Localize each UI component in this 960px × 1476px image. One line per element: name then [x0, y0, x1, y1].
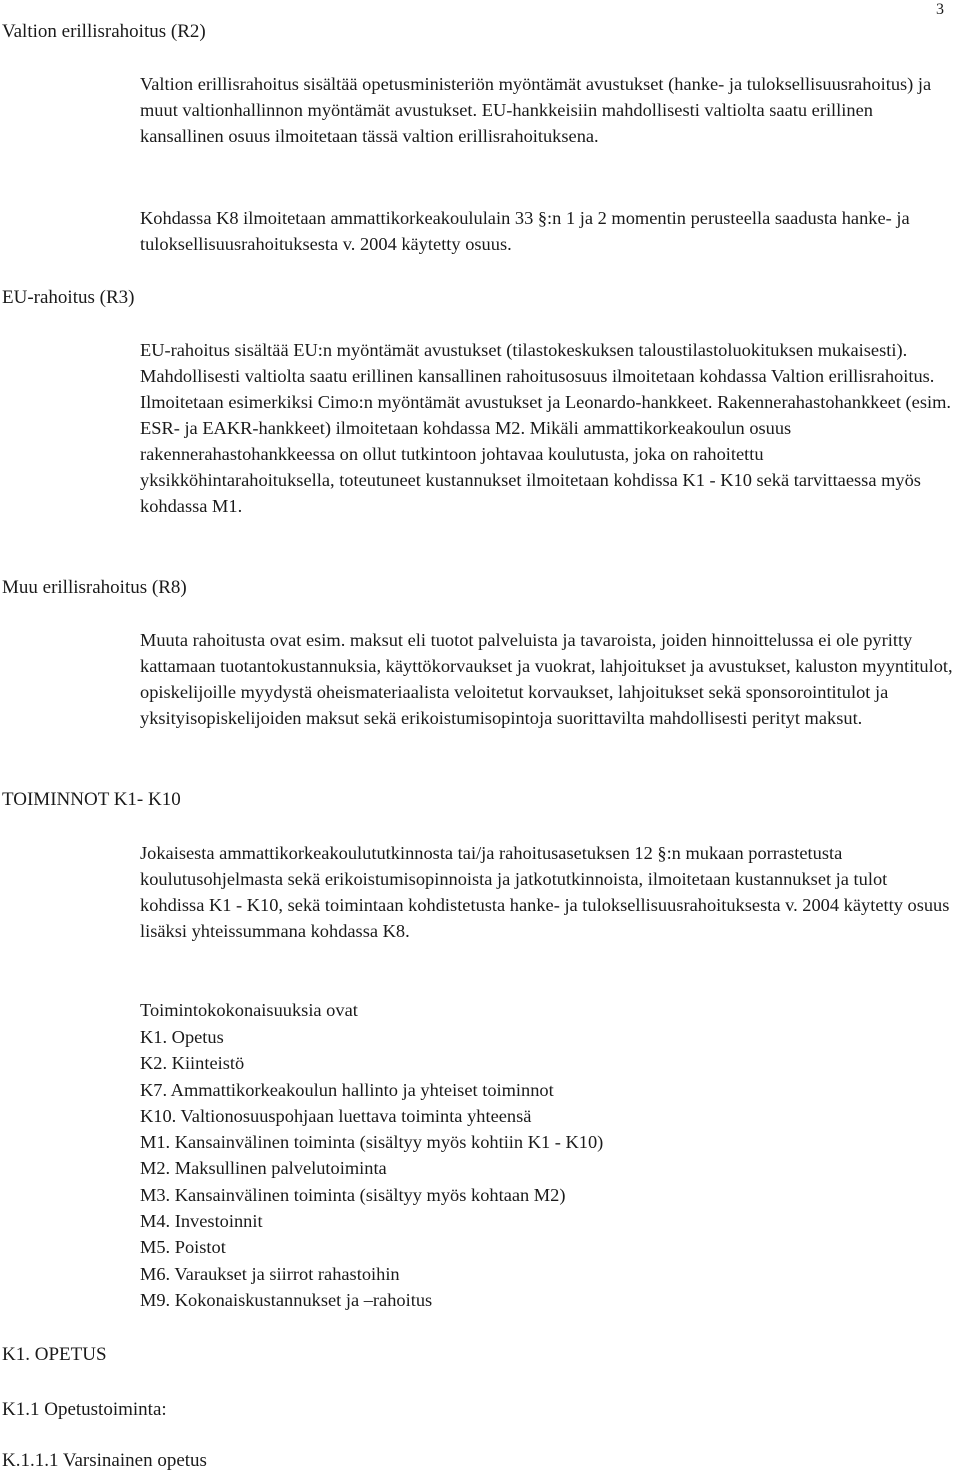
heading-k1-1-1-varsinainen-opetus: K.1.1.1 Varsinainen opetus [2, 1450, 207, 1471]
list-item: K2. Kiinteistö [140, 1053, 245, 1074]
heading-toiminnot: TOIMINNOT K1- K10 [2, 789, 181, 810]
paragraph-eu-rahoitus: EU-rahoitus sisältää EU:n myöntämät avustukset (tilastokeskuksen taloustilastoluokituksen mukaisesti). Mahdollisesti valtiolta saatu erillinen kansallinen rahoitusosuus ilmoitetaan kohdassa Valtion erillisrahoitus. Ilmoitetaan esimerkiksi Cimo:n myöntämät avustukset ja Leonardo-hankkeet. Rakennerahastohankkeet (esim. ESR- ja EAKR-hankkeet) ilmoitetaan kohdassa M2. Mikäli ammattikorkeakoulun osuus rakennerahastohankkeessa on ollut tutkintoon johtavaa koulutusta, joka on rahoitettu yksikköhintarahoituksella, toteutuneet kustannukset ilmoitetaan kohdissa K1 - K10 sekä tarvittaessa myös kohdassa M1. [140, 340, 951, 516]
list-item: M3. Kansainvälinen toiminta (sisältyy myös kohtaan M2) [140, 1184, 566, 1205]
list-item: M9. Kokonaiskustannukset ja –rahoitus [140, 1289, 433, 1310]
list-item: M6. Varaukset ja siirrot rahastoihin [140, 1263, 400, 1284]
heading-muu-erillisrahoitus: Muu erillisrahoitus (R8) [2, 577, 187, 598]
toimintokokonaisuudet-title: Toimintokokonaisuuksia ovat [140, 1000, 358, 1020]
list-item: K1. Opetus [140, 1027, 224, 1047]
list-item: M4. Investoinnit [140, 1211, 263, 1232]
list-item: M1. Kansainvälinen toiminta (sisältyy myös kohtiin K1 - K10) [140, 1132, 604, 1153]
paragraph-toiminnot: Jokaisesta ammattikorkeakoulututkinnosta tai/ja rahoitusasetuksen 12 §:n mukaan porrastetusta koulutusohjelmasta sekä erikoistumisopinnoista ja jatkotutkinnoista, ilmoitetaan kustannukset ja tulot kohdissa K1 - K10, sekä toimintaan kohdistetusta hanke- ja tuloksellisuusrahoituksesta v. 2004 käytetty osuus lisäksi yhteissummana kohdassa K8. [140, 843, 950, 941]
heading-valtion-erillisrahoitus: Valtion erillisrahoitus (R2) [2, 21, 206, 42]
page-number: 3 [936, 1, 944, 18]
list-item: K10. Valtionosuuspohjaan luettava toiminta yhteensä [140, 1105, 532, 1126]
list-item: M2. Maksullinen palvelutoiminta [140, 1158, 387, 1179]
toimintokokonaisuudet-list [140, 1024, 955, 1313]
paragraph-valtion-erillisrahoitus: Valtion erillisrahoitus sisältää opetusministeriön myöntämät avustukset (hanke- ja tuloksellisuusrahoitus) ja muut valtionhallinnon myöntämät avustukset. EU-hankkeisiin mahdollisesti valtiolta saatu erillinen kansallinen osuus ilmoitetaan tässä valtion erillisrahoituksena. [140, 74, 932, 146]
paragraph-kohdassa-k8: Kohdassa K8 ilmoitetaan ammattikorkeakoululain 33 §:n 1 ja 2 momentin perusteella saadusta hanke- ja tuloksellisuusrahoituksesta v. 2004 käytetty osuus. [140, 208, 910, 254]
list-item: K7. Ammattikorkeakoulun hallinto ja yhteiset toiminnot [140, 1079, 554, 1100]
heading-k1-opetus: K1. OPETUS [2, 1344, 107, 1365]
list-item: M5. Poistot [140, 1237, 226, 1258]
heading-eu-rahoitus: EU-rahoitus (R3) [2, 287, 135, 308]
paragraph-muu-erillisrahoitus: Muuta rahoitusta ovat esim. maksut eli tuotot palveluista ja tavaroista, joiden hinnoittelussa ei ole pyritty kattamaan tuotantokustannuksia, käyttökorvaukset ja vuokrat, lahjoitukset ja avustukset, kaluston myyntitulot, opiskelijoille myydystä oheismateriaalista veloitetut korvaukset, lahjoitukset sekä sponsorointitulot ja yksityisopiskelijoiden maksut sekä erikoistumisopintoja suorittavilta mahdollisesti perityt maksut. [140, 630, 953, 728]
heading-k1-1-opetustoiminta: K1.1 Opetustoiminta: [2, 1399, 167, 1420]
